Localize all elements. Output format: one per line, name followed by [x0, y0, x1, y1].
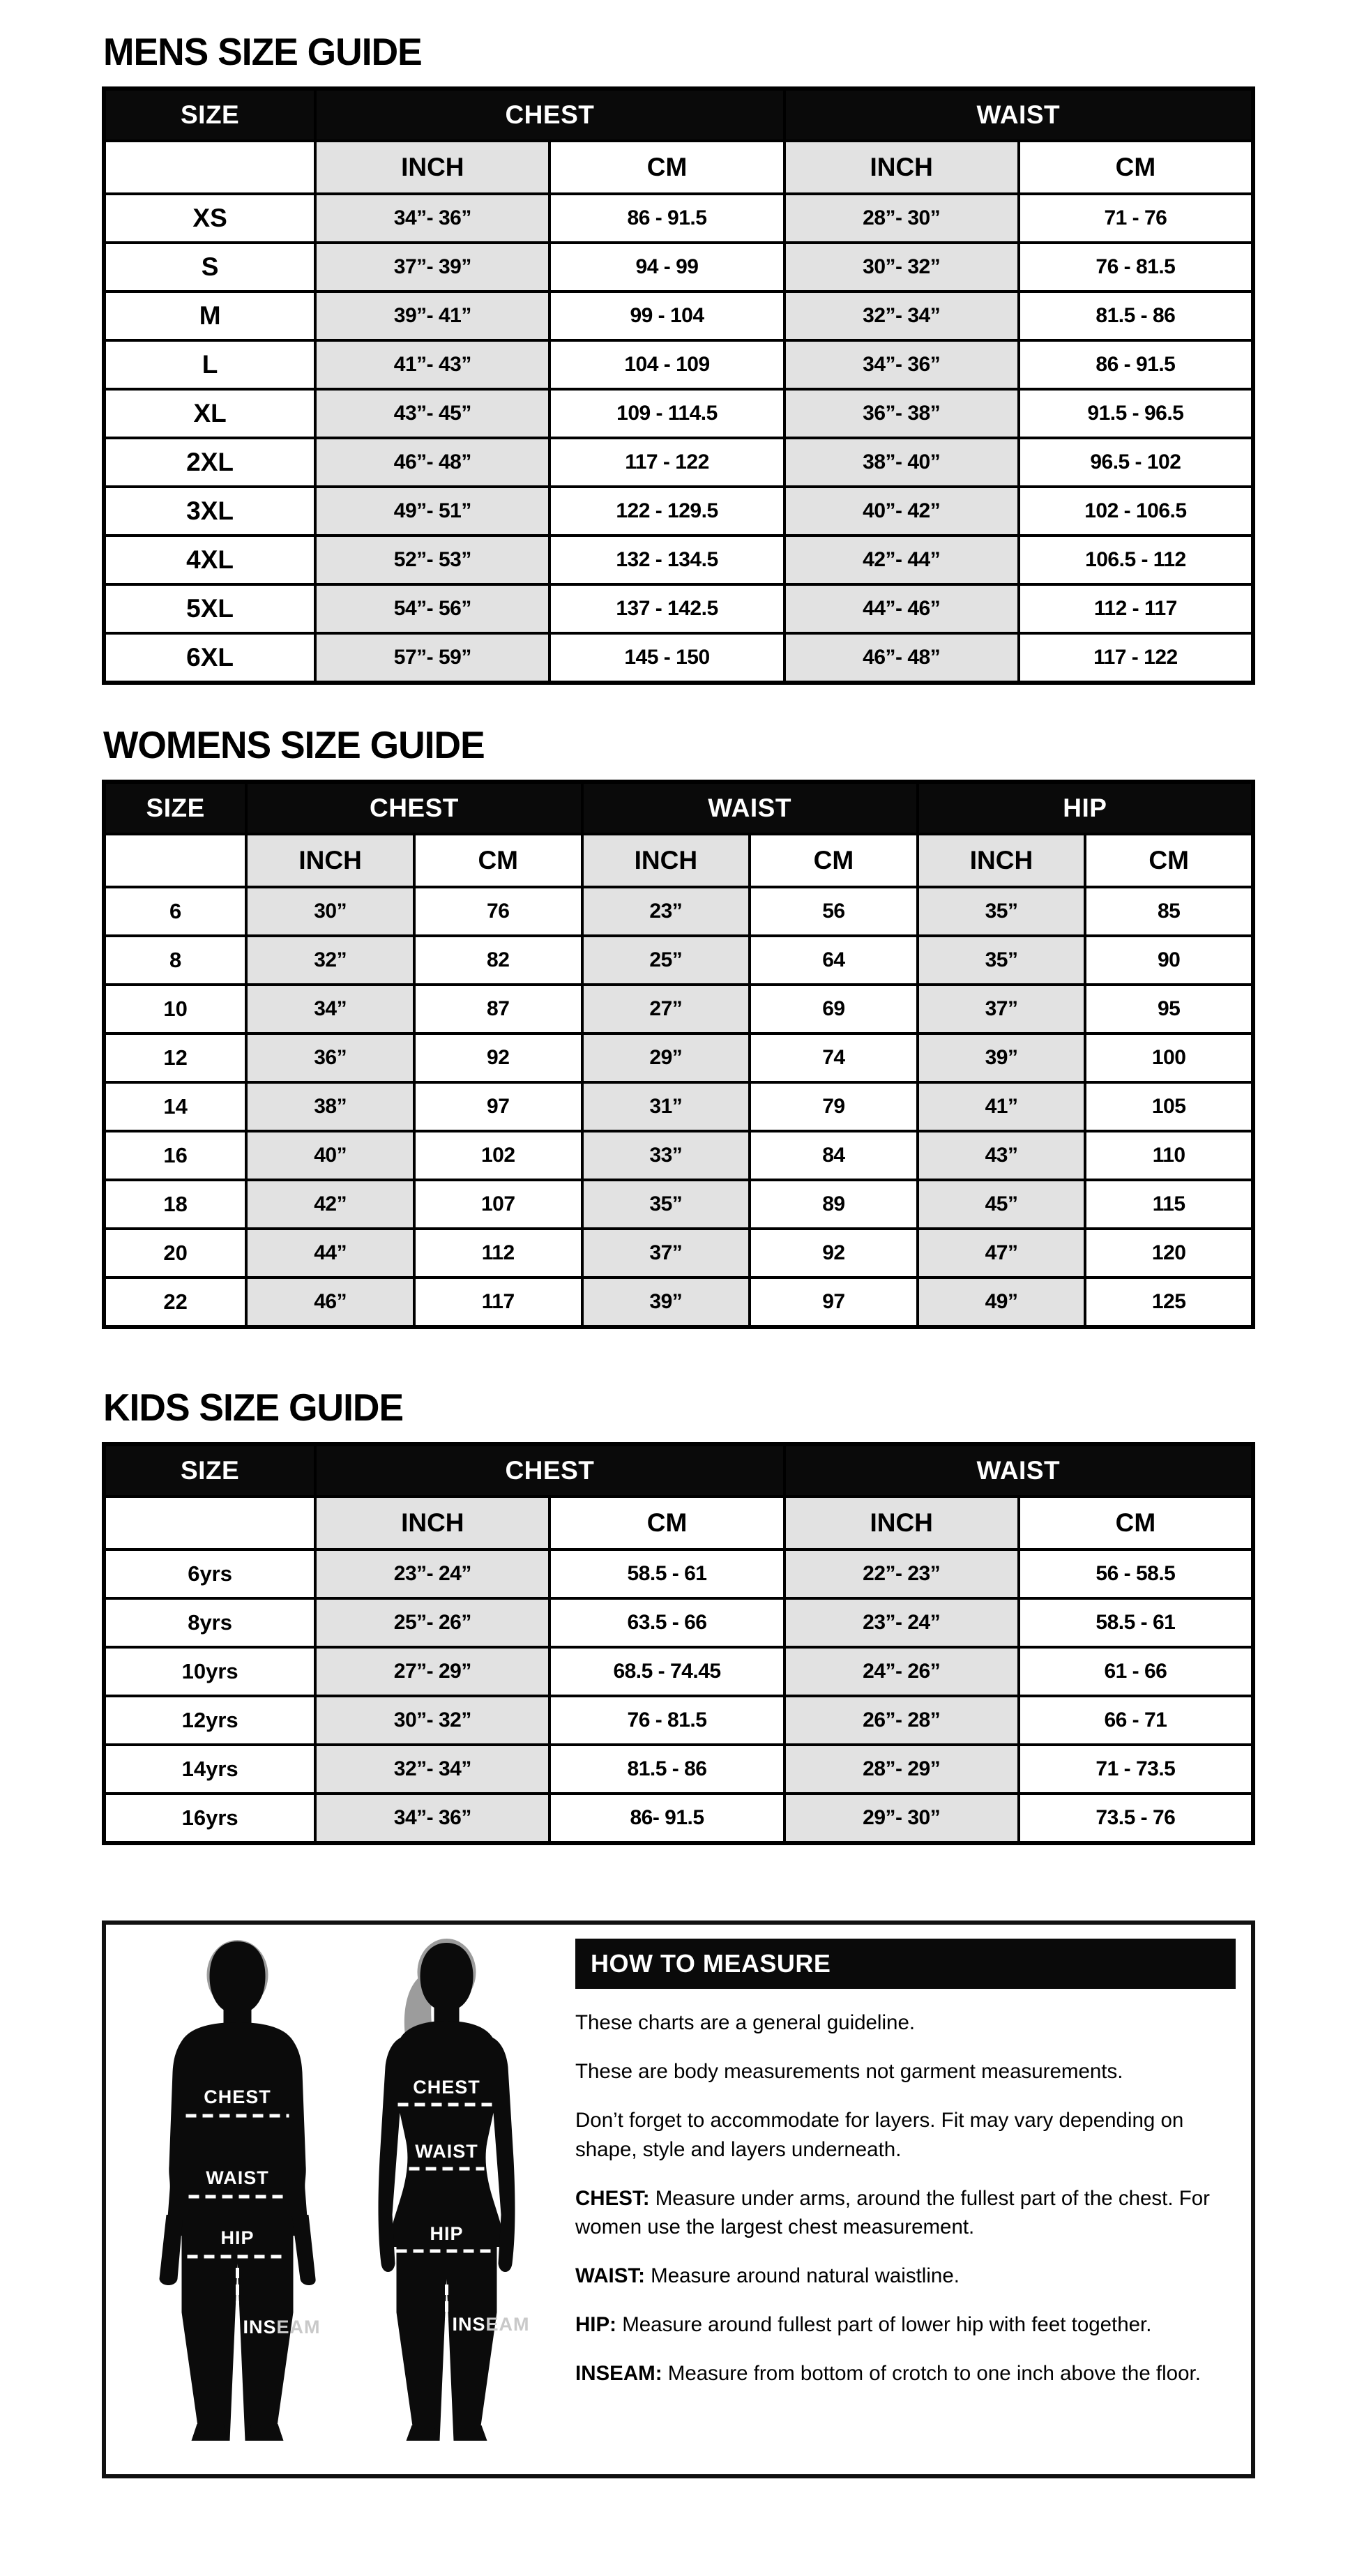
measure-paragraph-lead: CHEST:	[575, 2186, 655, 2210]
column-header-size: SIZE	[104, 1444, 315, 1497]
table-row	[104, 1598, 1253, 1647]
mens-size-table-slot	[102, 86, 1255, 685]
measure-paragraph: These charts are a general guideline.	[575, 2011, 916, 2034]
size-cell: 5XL	[104, 584, 315, 633]
womens-size-table	[102, 780, 1255, 1329]
cm-value-cell: 92	[750, 1229, 918, 1278]
cm-value-cell: 112	[414, 1229, 582, 1278]
inch-value-cell: 40”- 42”	[784, 487, 1019, 536]
column-group-waist: WAIST	[582, 782, 918, 834]
female-inseam-label: INSEAM	[452, 2314, 530, 2335]
womens-size-guide-section	[102, 722, 1255, 1329]
inch-value-cell: 32”- 34”	[315, 1745, 549, 1794]
size-cell: 8	[104, 936, 246, 985]
cm-value-cell: 125	[1085, 1278, 1253, 1327]
cm-value-cell: 63.5 - 66	[549, 1598, 784, 1647]
cm-value-cell: 96.5 - 102	[1019, 438, 1253, 487]
inch-value-cell: 41”- 43”	[315, 340, 549, 389]
inch-value-cell: 26”- 28”	[784, 1696, 1019, 1745]
cm-value-cell: 109 - 114.5	[549, 389, 784, 438]
female-chest-label: CHEST	[413, 2077, 480, 2098]
unit-header-inch: INCH	[784, 1497, 1019, 1550]
inch-value-cell: 30”- 32”	[315, 1696, 549, 1745]
inch-value-cell: 36”- 38”	[784, 389, 1019, 438]
cm-value-cell: 97	[750, 1278, 918, 1327]
cm-value-cell: 112 - 117	[1019, 584, 1253, 633]
inch-value-cell: 47”	[918, 1229, 1086, 1278]
unit-header-cm: CM	[1085, 834, 1253, 887]
cm-value-cell: 107	[414, 1180, 582, 1229]
inch-value-cell: 35”	[918, 887, 1086, 936]
cm-value-cell: 137 - 142.5	[549, 584, 784, 633]
inch-value-cell: 43”- 45”	[315, 389, 549, 438]
unit-header-inch: INCH	[918, 834, 1086, 887]
table-row	[104, 1180, 1253, 1229]
size-cell: 8yrs	[104, 1598, 315, 1647]
column-group-waist: WAIST	[784, 1444, 1253, 1497]
inch-value-cell: 33”	[582, 1131, 750, 1180]
size-cell: 6yrs	[104, 1550, 315, 1598]
cm-value-cell: 76 - 81.5	[1019, 243, 1253, 291]
male-inseam-label: INSEAM	[243, 2317, 321, 2338]
column-group-chest: CHEST	[246, 782, 582, 834]
size-cell: 12	[104, 1033, 246, 1082]
column-header-size: SIZE	[104, 89, 315, 141]
size-cell: 18	[104, 1180, 246, 1229]
inch-value-cell: 34”	[246, 985, 414, 1033]
cm-value-cell: 71 - 73.5	[1019, 1745, 1253, 1794]
inch-value-cell: 37”	[582, 1229, 750, 1278]
inch-value-cell: 38”	[246, 1082, 414, 1131]
inch-value-cell: 28”- 29”	[784, 1745, 1019, 1794]
size-cell: 2XL	[104, 438, 315, 487]
size-cell: L	[104, 340, 315, 389]
unit-header-inch: INCH	[246, 834, 414, 887]
cm-value-cell: 73.5 - 76	[1019, 1794, 1253, 1843]
table-row	[104, 1745, 1253, 1794]
womens-guide-title: WOMENS SIZE GUIDE	[103, 723, 485, 766]
size-cell: 20	[104, 1229, 246, 1278]
inch-value-cell: 49”	[918, 1278, 1086, 1327]
inch-value-cell: 39”	[918, 1033, 1086, 1082]
inch-value-cell: 43”	[918, 1131, 1086, 1180]
size-cell: XL	[104, 389, 315, 438]
unit-header-inch: INCH	[784, 141, 1019, 194]
inch-value-cell: 32”- 34”	[784, 291, 1019, 340]
mens-size-guide-section	[102, 29, 1255, 685]
inch-value-cell: 44”- 46”	[784, 584, 1019, 633]
inch-value-cell: 41”	[918, 1082, 1086, 1131]
how-to-measure-title: HOW TO MEASURE	[575, 1939, 1236, 1989]
inch-value-cell: 34”- 36”	[315, 194, 549, 243]
inch-value-cell: 32”	[246, 936, 414, 985]
measure-paragraph: Don’t forget to accommodate for layers. Fit may vary depending on shape, style and layers underneath.	[575, 2108, 1184, 2161]
mens-size-table	[102, 86, 1255, 685]
inch-value-cell: 45”	[918, 1180, 1086, 1229]
male-waist-label: WAIST	[206, 2167, 269, 2188]
measure-paragraph: CHEST: Measure under arms, around the fullest part of the chest. For women use the largest chest measurement.	[575, 2186, 1210, 2239]
measure-paragraph: INSEAM: Measure from bottom of crotch to one inch above the floor.	[575, 2362, 1201, 2385]
cm-value-cell: 105	[1085, 1082, 1253, 1131]
cm-value-cell: 76	[414, 887, 582, 936]
cm-value-cell: 91.5 - 96.5	[1019, 389, 1253, 438]
cm-value-cell: 87	[414, 985, 582, 1033]
cm-value-cell: 71 - 76	[1019, 194, 1253, 243]
inch-value-cell: 44”	[246, 1229, 414, 1278]
subheader-empty	[104, 141, 315, 194]
cm-value-cell: 86- 91.5	[549, 1794, 784, 1843]
cm-value-cell: 81.5 - 86	[1019, 291, 1253, 340]
kids-size-guide-section	[102, 1385, 1255, 1845]
table-row	[104, 584, 1253, 633]
unit-header-inch: INCH	[582, 834, 750, 887]
cm-value-cell: 56	[750, 887, 918, 936]
body-measurement-figures-illustration	[117, 1936, 567, 2463]
cm-value-cell: 86 - 91.5	[549, 194, 784, 243]
inch-value-cell: 42”- 44”	[784, 536, 1019, 584]
inch-value-cell: 31”	[582, 1082, 750, 1131]
table-row	[104, 243, 1253, 291]
column-group-waist: WAIST	[784, 89, 1253, 141]
inch-value-cell: 25”- 26”	[315, 1598, 549, 1647]
inch-value-cell: 39”	[582, 1278, 750, 1327]
inch-value-cell: 36”	[246, 1033, 414, 1082]
column-header-size: SIZE	[104, 782, 246, 834]
size-cell: M	[104, 291, 315, 340]
cm-value-cell: 58.5 - 61	[549, 1550, 784, 1598]
cm-value-cell: 99 - 104	[549, 291, 784, 340]
inch-value-cell: 28”- 30”	[784, 194, 1019, 243]
cm-value-cell: 66 - 71	[1019, 1696, 1253, 1745]
cm-value-cell: 132 - 134.5	[549, 536, 784, 584]
cm-value-cell: 115	[1085, 1180, 1253, 1229]
inch-value-cell: 37”- 39”	[315, 243, 549, 291]
size-cell: 22	[104, 1278, 246, 1327]
inch-value-cell: 34”- 36”	[784, 340, 1019, 389]
table-row	[104, 1794, 1253, 1843]
cm-value-cell: 117 - 122	[1019, 633, 1253, 683]
cm-value-cell: 110	[1085, 1131, 1253, 1180]
size-cell: XS	[104, 194, 315, 243]
how-to-measure-text	[567, 1936, 1236, 2463]
inch-value-cell: 30”- 32”	[784, 243, 1019, 291]
cm-value-cell: 68.5 - 74.45	[549, 1647, 784, 1696]
measure-paragraph-lead: WAIST:	[575, 2264, 651, 2288]
male-hip-label: HIP	[220, 2227, 255, 2248]
cm-value-cell: 89	[750, 1180, 918, 1229]
size-cell: 10yrs	[104, 1647, 315, 1696]
male-chest-label: CHEST	[204, 2086, 271, 2107]
cm-value-cell: 117 - 122	[549, 438, 784, 487]
table-row	[104, 1033, 1253, 1082]
table-row	[104, 887, 1253, 936]
unit-header-inch: INCH	[315, 141, 549, 194]
cm-value-cell: 95	[1085, 985, 1253, 1033]
table-row	[104, 487, 1253, 536]
table-row	[104, 291, 1253, 340]
cm-value-cell: 120	[1085, 1229, 1253, 1278]
inch-value-cell: 49”- 51”	[315, 487, 549, 536]
mens-guide-title: MENS SIZE GUIDE	[103, 30, 422, 73]
inch-value-cell: 35”	[918, 936, 1086, 985]
table-row	[104, 1550, 1253, 1598]
inch-value-cell: 57”- 59”	[315, 633, 549, 683]
cm-value-cell: 69	[750, 985, 918, 1033]
inch-value-cell: 46”- 48”	[315, 438, 549, 487]
inch-value-cell: 37”	[918, 985, 1086, 1033]
unit-header-cm: CM	[414, 834, 582, 887]
cm-value-cell: 86 - 91.5	[1019, 340, 1253, 389]
table-row	[104, 389, 1253, 438]
table-row	[104, 1647, 1253, 1696]
measure-paragraph-lead: HIP:	[575, 2313, 623, 2337]
inch-value-cell: 22”- 23”	[784, 1550, 1019, 1598]
column-group-chest: CHEST	[315, 1444, 784, 1497]
size-cell: S	[104, 243, 315, 291]
size-cell: 10	[104, 985, 246, 1033]
measurement-figures	[117, 1936, 567, 2463]
inch-value-cell: 23”- 24”	[315, 1550, 549, 1598]
cm-value-cell: 82	[414, 936, 582, 985]
table-row	[104, 985, 1253, 1033]
cm-value-cell: 117	[414, 1278, 582, 1327]
table-row	[104, 1131, 1253, 1180]
inch-value-cell: 40”	[246, 1131, 414, 1180]
cm-value-cell: 104 - 109	[549, 340, 784, 389]
cm-value-cell: 74	[750, 1033, 918, 1082]
size-cell: 6XL	[104, 633, 315, 683]
subheader-empty	[104, 834, 246, 887]
cm-value-cell: 58.5 - 61	[1019, 1598, 1253, 1647]
table-row	[104, 1278, 1253, 1327]
inch-value-cell: 39”- 41”	[315, 291, 549, 340]
table-row	[104, 1082, 1253, 1131]
female-hip-label: HIP	[430, 2223, 464, 2244]
table-row	[104, 936, 1253, 985]
male-silhouette	[160, 1940, 321, 2441]
measure-paragraph: WAIST: Measure around natural waistline.	[575, 2264, 960, 2288]
size-cell: 16yrs	[104, 1794, 315, 1843]
cm-value-cell: 85	[1085, 887, 1253, 936]
size-cell: 12yrs	[104, 1696, 315, 1745]
table-row	[104, 1229, 1253, 1278]
size-cell: 6	[104, 887, 246, 936]
unit-header-cm: CM	[549, 141, 784, 194]
unit-header-cm: CM	[1019, 1497, 1253, 1550]
cm-value-cell: 122 - 129.5	[549, 487, 784, 536]
cm-value-cell: 79	[750, 1082, 918, 1131]
column-group-chest: CHEST	[315, 89, 784, 141]
how-to-measure-panel	[102, 1920, 1255, 2478]
unit-header-inch: INCH	[315, 1497, 549, 1550]
womens-size-table-slot	[102, 780, 1255, 1329]
kids-size-table-slot	[102, 1442, 1255, 1845]
cm-value-cell: 102	[414, 1131, 582, 1180]
inch-value-cell: 24”- 26”	[784, 1647, 1019, 1696]
column-group-hip: HIP	[918, 782, 1253, 834]
cm-value-cell: 100	[1085, 1033, 1253, 1082]
measure-paragraph: These are body measurements not garment measurements.	[575, 2059, 1123, 2083]
kids-guide-title: KIDS SIZE GUIDE	[103, 1386, 404, 1429]
cm-value-cell: 97	[414, 1082, 582, 1131]
inch-value-cell: 27”- 29”	[315, 1647, 549, 1696]
inch-value-cell: 46”	[246, 1278, 414, 1327]
cm-value-cell: 64	[750, 936, 918, 985]
unit-header-cm: CM	[750, 834, 918, 887]
table-row	[104, 633, 1253, 683]
inch-value-cell: 23”- 24”	[784, 1598, 1019, 1647]
inch-value-cell: 52”- 53”	[315, 536, 549, 584]
table-row	[104, 536, 1253, 584]
table-row	[104, 340, 1253, 389]
female-waist-label: WAIST	[415, 2141, 478, 2162]
unit-header-cm: CM	[549, 1497, 784, 1550]
size-cell: 14	[104, 1082, 246, 1131]
cm-value-cell: 84	[750, 1131, 918, 1180]
cm-value-cell: 76 - 81.5	[549, 1696, 784, 1745]
size-cell: 4XL	[104, 536, 315, 584]
inch-value-cell: 29”- 30”	[784, 1794, 1019, 1843]
female-silhouette	[379, 1939, 530, 2441]
table-row	[104, 194, 1253, 243]
inch-value-cell: 29”	[582, 1033, 750, 1082]
inch-value-cell: 27”	[582, 985, 750, 1033]
cm-value-cell: 145 - 150	[549, 633, 784, 683]
measure-paragraph-lead: INSEAM:	[575, 2362, 668, 2385]
cm-value-cell: 81.5 - 86	[549, 1745, 784, 1794]
subheader-empty	[104, 1497, 315, 1550]
cm-value-cell: 102 - 106.5	[1019, 487, 1253, 536]
measure-paragraph: HIP: Measure around fullest part of lower hip with feet together.	[575, 2313, 1152, 2337]
inch-value-cell: 42”	[246, 1180, 414, 1229]
inch-value-cell: 34”- 36”	[315, 1794, 549, 1843]
inch-value-cell: 23”	[582, 887, 750, 936]
size-cell: 3XL	[104, 487, 315, 536]
unit-header-cm: CM	[1019, 141, 1253, 194]
cm-value-cell: 106.5 - 112	[1019, 536, 1253, 584]
table-row	[104, 1696, 1253, 1745]
cm-value-cell: 90	[1085, 936, 1253, 985]
cm-value-cell: 94 - 99	[549, 243, 784, 291]
inch-value-cell: 54”- 56”	[315, 584, 549, 633]
inch-value-cell: 30”	[246, 887, 414, 936]
kids-size-table	[102, 1442, 1255, 1845]
cm-value-cell: 92	[414, 1033, 582, 1082]
inch-value-cell: 25”	[582, 936, 750, 985]
size-cell: 16	[104, 1131, 246, 1180]
inch-value-cell: 46”- 48”	[784, 633, 1019, 683]
inch-value-cell: 35”	[582, 1180, 750, 1229]
how-to-measure-paragraphs	[575, 2008, 1236, 2388]
inch-value-cell: 38”- 40”	[784, 438, 1019, 487]
size-cell: 14yrs	[104, 1745, 315, 1794]
cm-value-cell: 61 - 66	[1019, 1647, 1253, 1696]
table-row	[104, 438, 1253, 487]
cm-value-cell: 56 - 58.5	[1019, 1550, 1253, 1598]
